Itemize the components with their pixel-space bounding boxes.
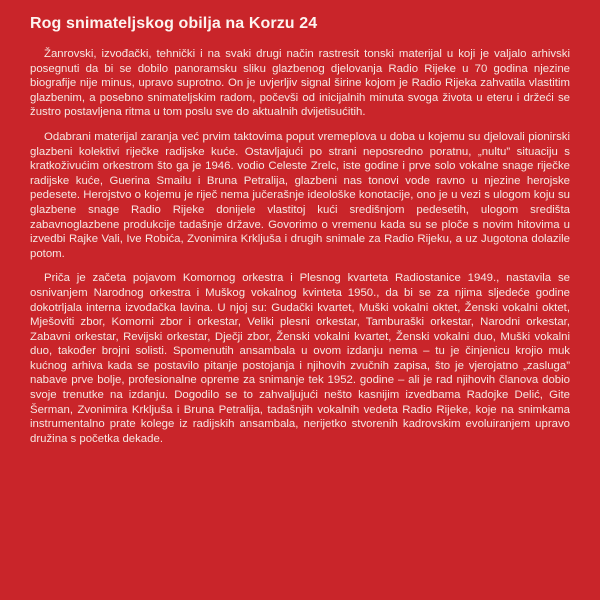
paragraph: Priča je začeta pojavom Komornog orkestra i Plesnog kvarteta Radiostanice 1949., nastavila se osnivanjem Narodnog orkestra i Muškog vokalnog kvinteta 1950., da bi se za njima sljedeće godine dokotrljala interna izvođačka lavina. U njoj su: Gudački kvartet, Muški vokalni oktet, Ženski vokalni oktet, Mješoviti zbor, Komorni zbor i orkestar, Veliki plesni orkestar, Tamburaški orkestar, Narodni orkestar, Zabavni orkestar, Revijski orkestar, Dječji zbor, Ženski vokalni kvartet, Ženski vokalni duo, Muški vokalni duo, također brojni solisti. Spomenutih ansambala u ovom izdanju nema – tu je činjenicu krojio muk kućnog arhiva kada se postavilo pitanje postojanja i njihovih zvučnih zapisa, što je vjerojatno „zasluga” nabave prve bolje, profesionalne opreme za snimanje tek 1952. godine – ali je rad njihovih članova dobio svoje trenutke na izdanju. Dogodilo se to zahvaljujući nešto kasnijim izvedbama Radojke Delić, Gite Šerman, Zvonimira Krkljuša i Bruna Petralija, tadašnjih vokalnih vedeta Radio Rijeke, koje na snimkama instrumentalno prate kolege iz radijskih ansambala, nerijetko stvorenih kadrovskim evoluiranjem upravo družina s početka dekade.	[30, 272, 570, 445]
paragraph: Žanrovski, izvođački, tehnički i na svaki drugi način rastresit tonski materijal u koji je valjalo arhivski posegnuti da bi se dobilo panoramsku sliku glazbenog djelovanja Radio Rijeke u 70 godina njezine biografije nije minus, upravo suprotno. On je uvjerljiv signal širine kojom je Radio Rijeka zahvatila vlastitim glazbenim, a posebno snimateljskim radom, počevši od inicijalnih minuta svoga života u eteru i držeći se žustro postavljena ritma u tom poslu sve do aktualnih dvijetisućitih.	[30, 48, 570, 119]
article-body	[30, 47, 570, 446]
page-title: Rog snimateljskog obilja na Korzu 24	[30, 15, 318, 32]
paragraph: Odabrani materijal zaranja već prvim taktovima poput vremeplova u doba u kojemu su djelovali pionirski glazbeni kolektivi riječke radijske kuće. Ostavljajući po strani neposredno poratnu, „nultu” situaciju s kratkoživućim orkestrom što ga je 1946. vodio Celeste Zrelc, iste godine i prve solo vokalne snage riječke radijske kuće, Guerina Smailu i Bruna Petralija, glazbeni nas tonovi vode ravno u njezine herojske pedesete. Herojstvo o kojemu je riječ nema jučerašnje ideološke konotacije, ono je u vezi s ulogom koju su glazbene snage Radio Rijeke donijele vlastitoj kući središnjom pedesetih, ulogom središta zabavnoglazbene produkcije tadašnje države. Govorimo o vremenu kada su se ploče s novim hitovima u izvedbi Rajke Vali, Ive Robića, Zvonimira Krkljuša i drugih snimale za Radio Rijeku, a uz Jugotona dolazile potom.	[30, 130, 570, 260]
